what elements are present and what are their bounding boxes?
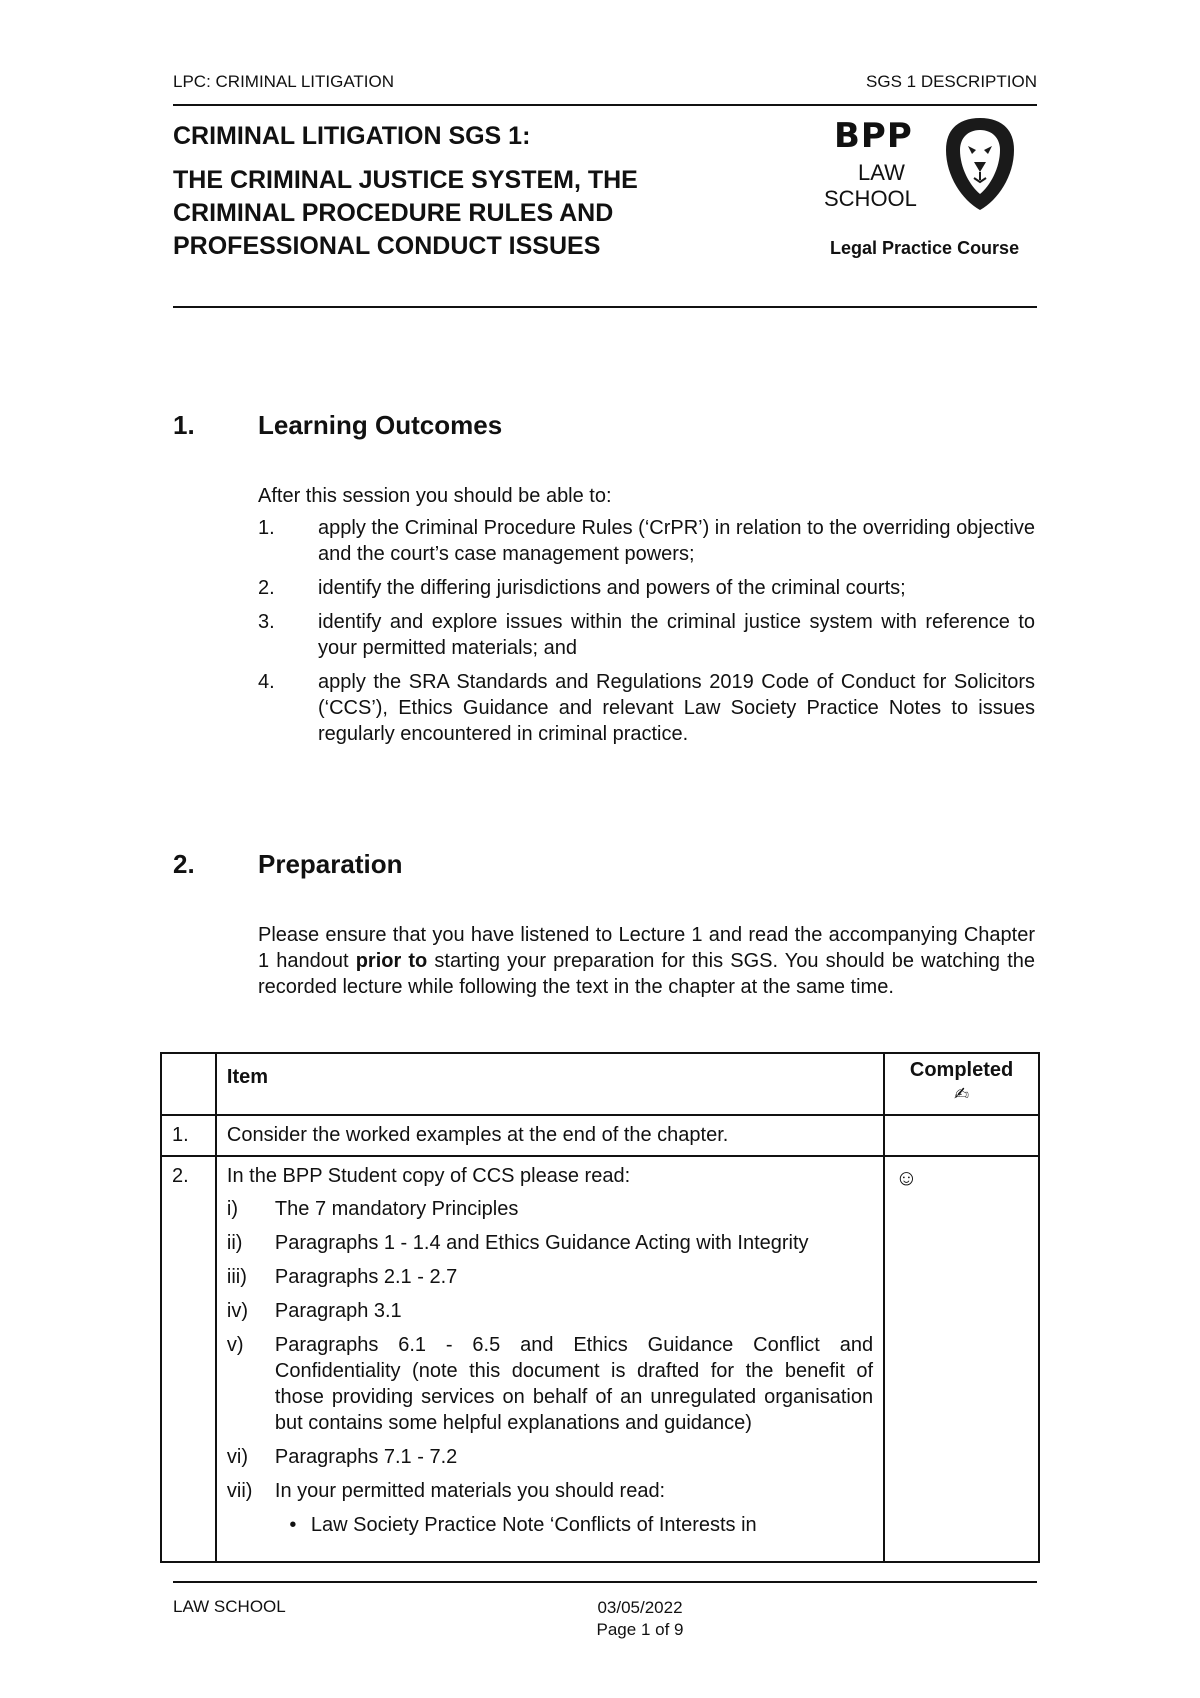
document-title-line1: CRIMINAL LITIGATION SGS 1: [173, 122, 531, 150]
footer-date: 03/05/2022 [597, 1598, 683, 1617]
table-header-row [161, 1053, 1039, 1115]
list-item-text: Paragraphs 7.1 - 7.2 [274, 1446, 458, 1468]
completed-label: Completed [909, 1059, 1014, 1081]
learning-outcomes-list [258, 515, 1035, 755]
list-item-number: v) [226, 1334, 244, 1356]
section1-heading: Learning Outcomes [258, 410, 503, 440]
list-item-number: vi) [226, 1446, 249, 1468]
list-item-text: apply the SRA Standards and Regulations 2019 Code of Conduct for Solicitors (‘CCS’), Ethics Guidance and relevant Law Society Practice Notes to issues regularly encountered in criminal practice. [318, 671, 1035, 745]
list-item [227, 1264, 873, 1290]
list-item [227, 1332, 873, 1436]
list-item-number: iii) [226, 1266, 247, 1288]
list-item-number: vii) [226, 1480, 253, 1502]
list-item [227, 1478, 873, 1504]
bullet-item [227, 1512, 873, 1538]
list-item-number: i) [226, 1198, 239, 1220]
list-item [258, 669, 1035, 747]
list-item [227, 1444, 873, 1470]
list-item [227, 1196, 873, 1222]
table-header-completed [884, 1053, 1039, 1115]
logo-school: SCHOOL [824, 186, 917, 211]
table-row [161, 1115, 1039, 1156]
list-item-number: 2. [258, 577, 275, 599]
row-status [884, 1115, 1039, 1156]
list-item [258, 609, 1035, 661]
footer-left: LAW SCHOOL [173, 1597, 286, 1616]
row-text: Consider the worked examples at the end of the chapter. [216, 1115, 884, 1156]
title-rule [173, 306, 1037, 308]
list-item-text: apply the Criminal Procedure Rules (‘CrPR’) in relation to the overriding objective and the court’s case management powers; [318, 517, 1035, 565]
header-left: LPC: CRIMINAL LITIGATION [173, 72, 395, 91]
list-item [258, 575, 1035, 601]
footer-center [530, 1597, 750, 1641]
list-item-number: ii) [226, 1232, 243, 1254]
list-item-text: Paragraphs 6.1 - 6.5 and Ethics Guidance Conflict and Confidentiality (note this document is drafted for the benefit of those providing services on behalf of an unregulated organisation but contains some helpful explanations and guidance) [274, 1334, 874, 1434]
footer-rule [173, 1581, 1037, 1583]
table-header-cell [161, 1053, 216, 1115]
section2-number: 2. [173, 849, 195, 879]
header-rule [173, 104, 1037, 106]
logo-caption: Legal Practice Course [830, 238, 1020, 258]
paragraph-text-b: starting your preparation for this SGS. You should be watching the recorded lecture while following the text in the chapter at the same time. [258, 950, 1035, 998]
document-title-line2: THE CRIMINAL JUSTICE SYSTEM, THE CRIMINAL PROCEDURE RULES AND PROFESSIONAL CONDUCT ISSUES [173, 166, 638, 260]
row-intro: In the BPP Student copy of CCS please read: [226, 1165, 631, 1187]
section1-intro: After this session you should be able to: [258, 485, 612, 507]
pencil-icon: ✍ [954, 1084, 970, 1104]
bullet-icon: • [289, 1514, 297, 1536]
list-item-text: identify the differing jurisdictions and powers of the criminal courts; [318, 577, 906, 599]
paragraph-text-a: Please ensure that you have listened to Lecture 1 and read the accompanying Chapter 1 handout [258, 924, 1035, 972]
section2-paragraph [258, 922, 1035, 1000]
logo-law: LAW [858, 160, 905, 185]
list-item-text: Paragraph 3.1 [274, 1300, 402, 1322]
list-item-text: In your permitted materials you should read: [274, 1480, 666, 1502]
list-item-text: Paragraphs 1 - 1.4 and Ethics Guidance Acting with Integrity [274, 1232, 809, 1254]
lion-icon [940, 116, 1020, 212]
list-item [227, 1298, 873, 1324]
bpp-law-school-logo [820, 112, 1020, 222]
section1-number: 1. [173, 410, 195, 440]
list-item [227, 1230, 873, 1256]
list-item-text: The 7 mandatory Principles [274, 1198, 519, 1220]
list-item-number: 1. [258, 517, 275, 539]
section2-heading: Preparation [258, 849, 403, 879]
preparation-table [160, 1052, 1040, 1563]
bullet-text: Law Society Practice Note ‘Conflicts of Interests in [310, 1514, 757, 1536]
row-content [216, 1156, 884, 1562]
logo-brand: BPP [834, 116, 913, 156]
list-item-number: 3. [258, 611, 275, 633]
table-header-item: Item [216, 1053, 884, 1115]
list-item-number: 4. [258, 671, 275, 693]
table-row [161, 1156, 1039, 1562]
list-item-number: iv) [226, 1300, 249, 1322]
page-number: Page 1 of 9 [596, 1620, 684, 1639]
smiley-icon: ☺ [884, 1156, 1039, 1562]
row-number: 2. [161, 1156, 216, 1562]
header-right: SGS 1 DESCRIPTION [866, 72, 1037, 91]
row-number: 1. [161, 1115, 216, 1156]
list-item-text: Paragraphs 2.1 - 2.7 [274, 1266, 458, 1288]
paragraph-emphasis: prior to [355, 950, 428, 972]
list-item-text: identify and explore issues within the criminal justice system with reference to your permitted materials; and [318, 611, 1035, 659]
list-item [258, 515, 1035, 567]
